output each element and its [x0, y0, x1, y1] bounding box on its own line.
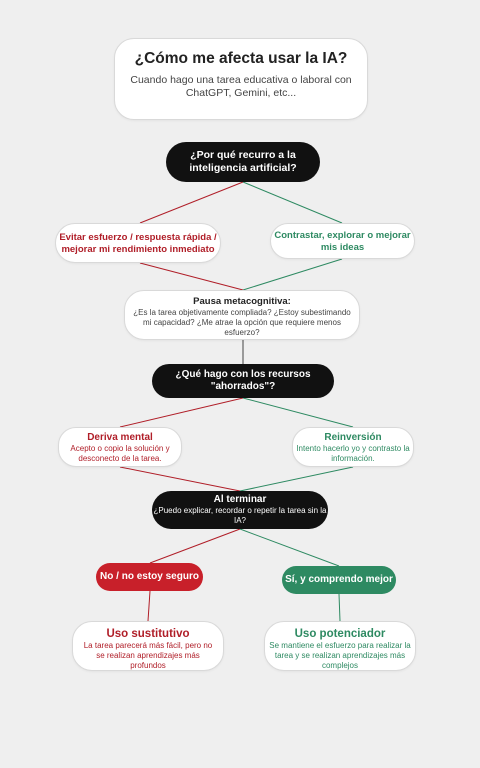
question-at-finish-title: Al terminar	[213, 494, 267, 505]
connector-q2-reinv	[243, 398, 353, 427]
pause-title: Pausa metacognitiva:	[193, 296, 291, 307]
reinvestment-card	[292, 427, 414, 467]
connector-q1-right	[243, 182, 342, 223]
metacognitive-pause	[124, 290, 360, 340]
drift-title: Deriva mental	[87, 432, 153, 443]
connector-reinv-q3	[240, 467, 353, 491]
question-at-finish	[152, 491, 328, 529]
reinvestment-body: Intento hacerlo yo y contrasto la información.	[296, 444, 410, 463]
connector-yes-outcome	[339, 594, 340, 621]
page-subtitle: Cuando hago una tarea educativa o laboral con ChatGPT, Gemini, etc...	[130, 74, 352, 99]
option-contrast-explore: Contrastar, explorar o mejorar mis ideas	[270, 223, 415, 259]
connector-q3-no	[150, 529, 240, 563]
answer-no: No / no estoy seguro	[96, 563, 203, 591]
drift-mental-card	[58, 427, 182, 467]
title-card	[114, 38, 368, 120]
question-saved-resources: ¿Qué hago con los recursos "ahorrados"?	[152, 364, 334, 398]
outcome-substitutive-title: Uso sustitutivo	[106, 628, 190, 640]
reinvestment-title: Reinversión	[324, 432, 382, 443]
connector-left-pause	[140, 263, 243, 290]
page-title: ¿Cómo me afecta usar la IA?	[134, 50, 348, 67]
outcome-substitutive	[72, 621, 224, 671]
outcome-substitutive-body: La tarea parecerá más fácil, pero no se realizan aprendizajes más profundos	[83, 641, 213, 670]
pause-body: ¿Es la tarea objetivamente compliada? ¿Estoy subestimando mi capacidad? ¿Me atrae la opción que requiere menos esfuerzo?	[133, 308, 351, 337]
connector-q2-drift	[120, 398, 243, 427]
connector-drift-q3	[120, 467, 240, 491]
outcome-potentiator-body: Se mantiene el esfuerzo para realizar la tarea y se realizan aprendizajes más complejos	[269, 641, 411, 670]
connector-right-pause	[243, 259, 342, 290]
outcome-potentiator	[264, 621, 416, 671]
connector-q1-left	[140, 182, 243, 223]
question-why-use-ai: ¿Por qué recurro a la inteligencia artificial?	[166, 142, 320, 182]
option-avoid-effort: Evitar esfuerzo / respuesta rápida / mejorar mi rendimiento inmediato	[55, 223, 221, 263]
question-at-finish-body: ¿Puedo explicar, recordar o repetir la tarea sin la IA?	[153, 506, 327, 525]
answer-yes: Sí, y comprendo mejor	[282, 566, 396, 594]
connector-q3-yes	[240, 529, 339, 566]
connector-no-outcome	[148, 591, 150, 621]
drift-body: Acepto o copio la solución y desconecto de la tarea.	[70, 444, 170, 463]
outcome-potentiator-title: Uso potenciador	[294, 628, 386, 640]
